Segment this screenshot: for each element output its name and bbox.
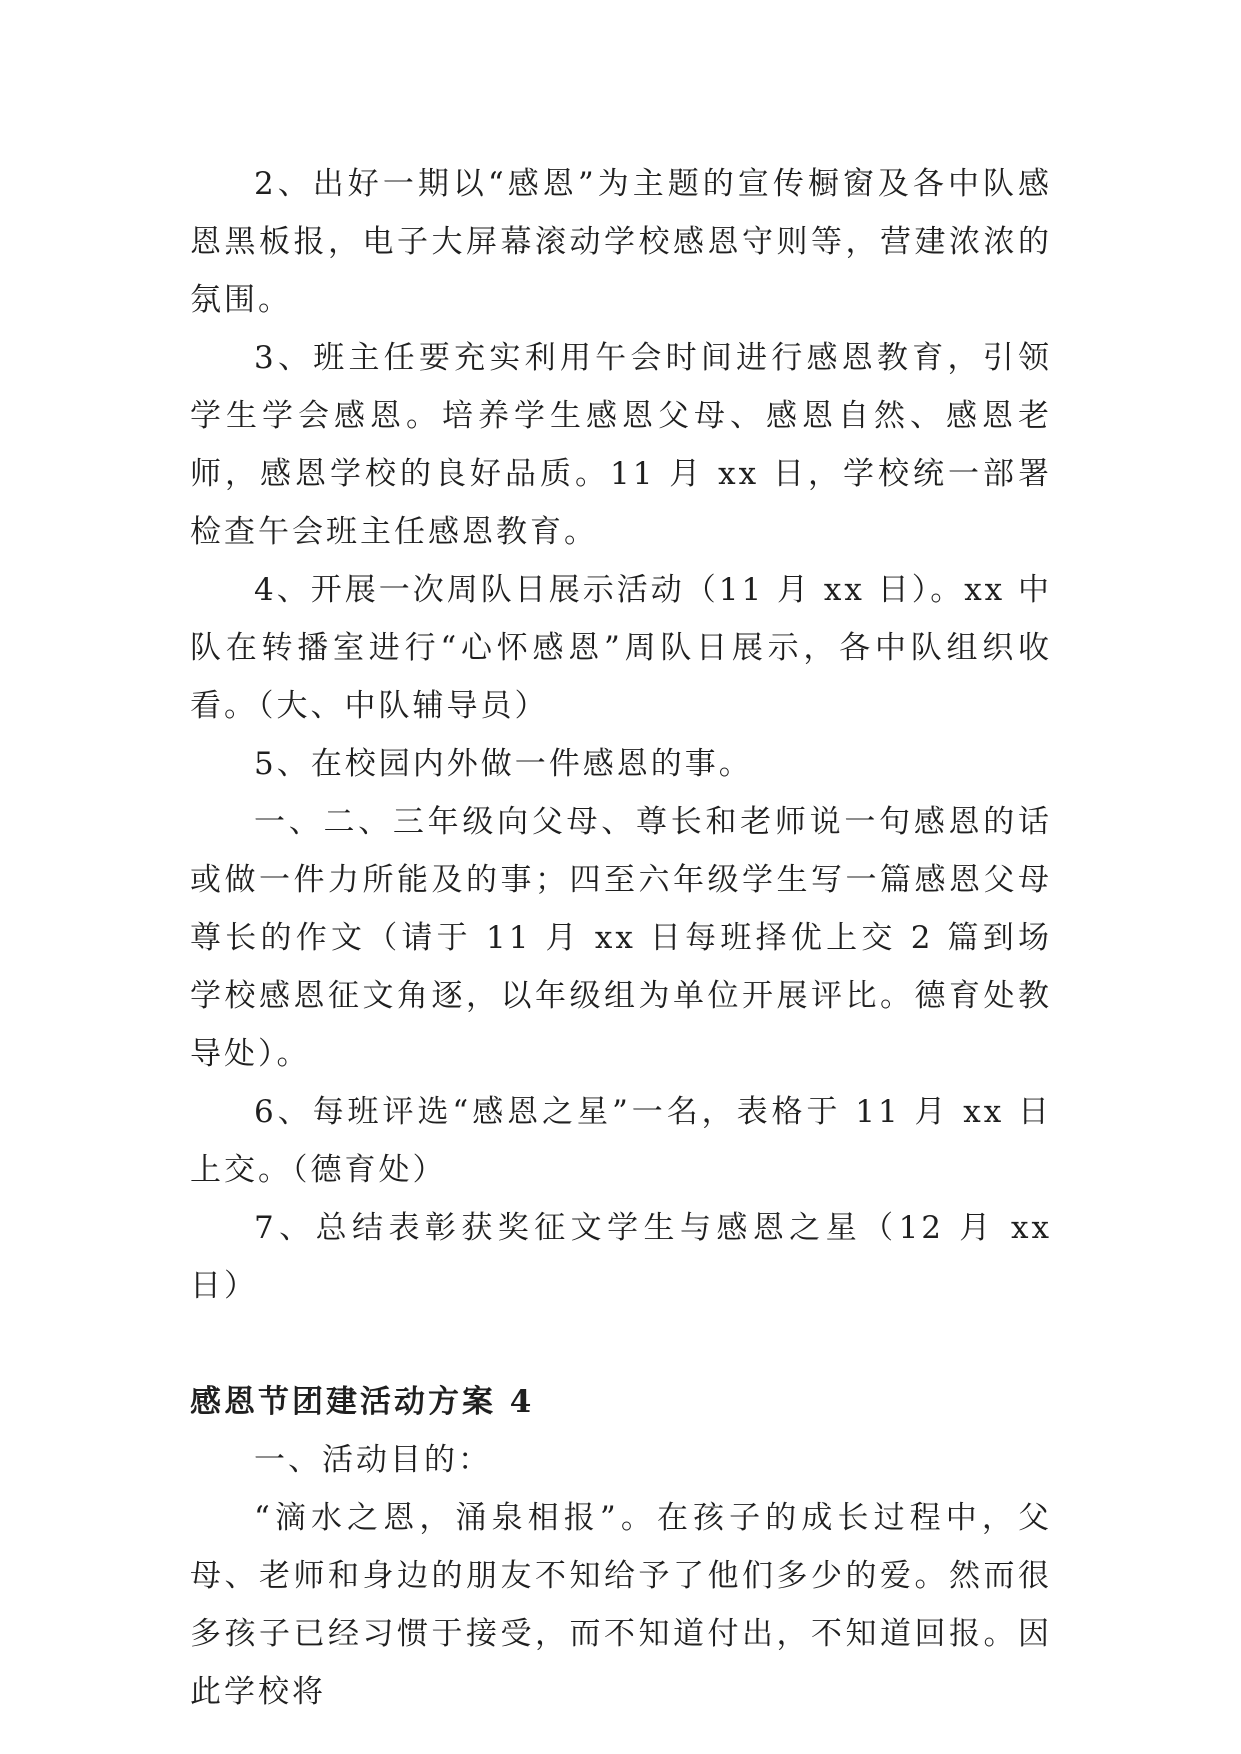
- paragraph-item-2: 2、出好一期以“感恩”为主题的宣传橱窗及各中队感恩黑板报，电子大屏幕滚动学校感恩守则等，营建浓浓的氛围。: [190, 166, 1052, 318]
- paragraph-item-3: 3、班主任要充实利用午会时间进行感恩教育，引领学生学会感恩。培养学生感恩父母、感恩自然、感恩老师，感恩学校的良好品质。11 月 xx 日，学校统一部署检查午会班主任感恩教育。: [190, 340, 1052, 550]
- paragraph-activity-purpose-heading: 一、活动目的：: [254, 1442, 492, 1478]
- paragraph-grades: 一、二、三年级向父母、尊长和老师说一句感恩的话或做一件力所能及的事；四至六年级学生写一篇感恩父母尊长的作文（请于 11 月 xx 日每班择优上交 2 篇到场学校感恩征文角逐，以年级组为单位开展评比。德育处教导处）。: [190, 804, 1052, 1072]
- paragraph-activity-purpose-text: “滴水之恩，涌泉相报”。在孩子的成长过程中，父母、老师和身边的朋友不知给予了他们多少的爱。然而很多孩子已经习惯于接受，而不知道付出，不知道回报。因此学校将: [190, 1500, 1052, 1710]
- paragraph-item-6: 6、每班评选“感恩之星”一名，表格于 11 月 xx 日上交。（德育处）: [190, 1094, 1052, 1188]
- document-body: [190, 155, 1052, 1721]
- paragraph-item-7: 7、总结表彰获奖征文学生与感恩之星（12 月 xx 日）: [190, 1210, 1052, 1304]
- section-title: 感恩节团建活动方案 4: [190, 1384, 535, 1420]
- paragraph-item-5: 5、在校园内外做一件感恩的事。: [254, 746, 753, 782]
- paragraph-item-4: 4、开展一次周队日展示活动（11 月 xx 日）。xx 中队在转播室进行“心怀感恩”周队日展示，各中队组织收看。（大、中队辅导员）: [190, 572, 1053, 724]
